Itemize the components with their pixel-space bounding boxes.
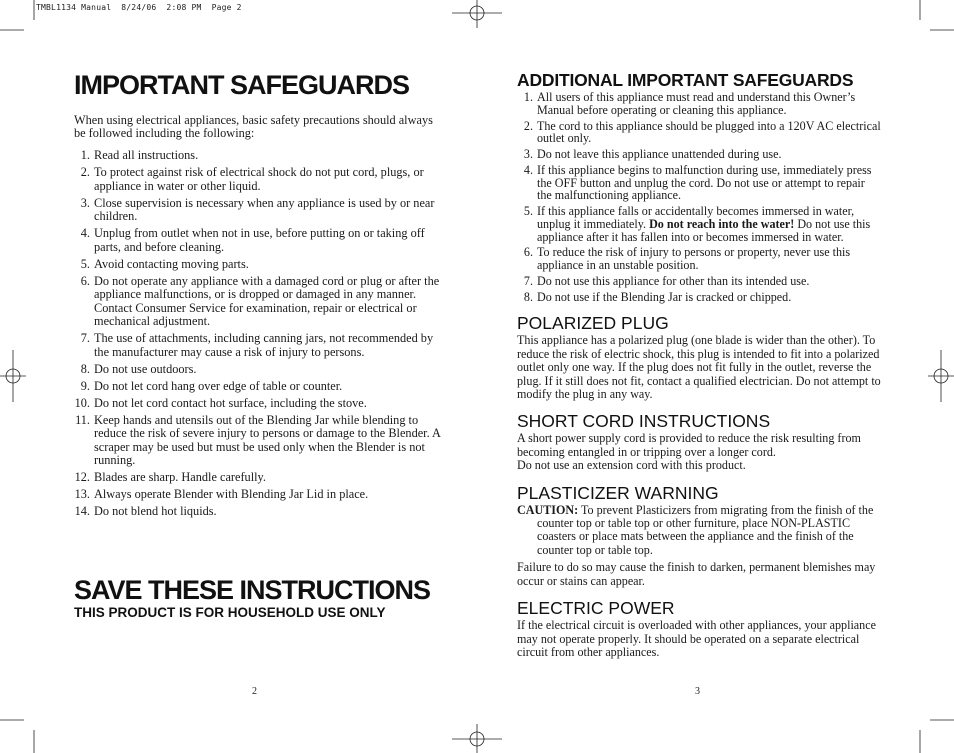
item-text: Close supervision is necessary when any appliance is used by or near children. — [94, 195, 435, 223]
additional-safeguards-list — [517, 91, 881, 303]
list-item — [517, 246, 881, 272]
item-text: Keep hands and utensils out of the Blending Jar while blending to reduce the risk of severe injury to persons or damage to the Blender. A scraper may be used but must be used only when the Blender is not running. — [94, 412, 441, 467]
page-number-right: 3 — [695, 686, 700, 697]
item-text: All users of this appliance must read and understand this Owner’s Manual before operating or cleaning this appliance. — [537, 90, 856, 117]
list-item — [517, 291, 881, 304]
item-text: Unplug from outlet when not in use, before putting on or taking off parts, and before cleaning. — [94, 226, 425, 254]
polarized-plug-text: This appliance has a polarized plug (one blade is wider than the other). To reduce the risk of electric shock, this plug is intended to fit into a polarized outlet only one way. If the plug does not fit fully in the outlet, reverse the plug. If it still does not fit, contact a qualified electrician. Do not attempt to modify the plug in any way. — [517, 333, 881, 402]
item-number: 4. — [523, 162, 533, 177]
plasticizer-heading: PLASTICIZER WARNING — [517, 482, 719, 503]
registration-target-left — [0, 350, 26, 402]
extension-cord-text: Do not use an extension cord with this product. — [517, 458, 746, 473]
item-number: 5. — [523, 204, 533, 218]
right-page — [517, 70, 881, 659]
additional-safeguards-title: ADDITIONAL IMPORTANT SAFEGUARDS — [517, 70, 854, 90]
item-text: Do not use outdoors. — [94, 361, 197, 376]
item-text: Do not use this appliance for other than its intended use. — [537, 273, 810, 288]
list-item — [74, 197, 444, 224]
list-item — [517, 275, 881, 288]
left-page — [74, 70, 444, 522]
electric-power-text: If the electrical circuit is overloaded with other appliances, your appliance may not operate properly. It should be operated on a separate electrical circuit from other appliances. — [517, 618, 876, 659]
item-number: 5. — [80, 256, 90, 271]
item-number: 6. — [80, 273, 90, 288]
item-warning: Do not reach into the water! — [649, 216, 795, 231]
list-item — [74, 149, 444, 163]
caution-label: CAUTION: — [517, 502, 579, 517]
safeguards-list — [74, 149, 444, 519]
registration-target-bottom — [452, 724, 502, 753]
household-use-note: THIS PRODUCT IS FOR HOUSEHOLD USE ONLY — [74, 605, 386, 620]
list-item — [74, 363, 444, 377]
list-item — [517, 148, 881, 161]
save-instructions-block — [74, 575, 430, 621]
item-number: 14. — [74, 504, 90, 518]
caution-text: To prevent Plasticizers from migrating from the finish of the counter top or table top or other furniture, place NON-PLASTIC coasters or place mats between the appliance and the finish of the counter top or table top. — [537, 502, 874, 557]
list-item — [74, 227, 444, 254]
list-item — [74, 505, 444, 519]
item-number: 4. — [80, 226, 90, 240]
list-item — [74, 332, 444, 359]
item-text: The cord to this appliance should be plugged into a 120V AC electrical outlet only. — [537, 118, 881, 146]
registration-target-right — [928, 350, 954, 402]
list-item — [74, 166, 444, 193]
list-item — [74, 258, 444, 272]
item-number: 2. — [523, 118, 533, 133]
intro-paragraph: When using electrical appliances, basic safety precautions should always be followed including the following: — [74, 113, 433, 140]
item-number: 9. — [80, 378, 90, 393]
list-item — [517, 91, 881, 117]
list-item — [517, 205, 881, 244]
item-text: Do not leave this appliance unattended during use. — [537, 147, 782, 161]
electric-power-heading: ELECTRIC POWER — [517, 598, 675, 619]
list-item — [74, 380, 444, 394]
list-item — [517, 120, 881, 146]
list-item — [74, 414, 444, 468]
list-item — [517, 164, 881, 203]
print-slug: TMBL1134 Manual 8/24/06 2:08 PM Page 2 — [36, 3, 242, 12]
plasticizer-caution — [517, 504, 881, 558]
page-title: IMPORTANT SAFEGUARDS — [74, 70, 409, 100]
item-text: If this appliance falls or accidentally becomes immersed in water, unplug it immediately. — [537, 204, 855, 231]
item-text: Read all instructions. — [94, 148, 199, 162]
item-text: To protect against risk of electrical shock do not put cord, plugs, or appliance in water or other liquid. — [94, 165, 424, 193]
item-number: 1. — [80, 148, 90, 162]
save-instructions-title: SAVE THESE INSTRUCTIONS — [74, 575, 431, 605]
item-text: Always operate Blender with Blending Jar Lid in place. — [94, 487, 369, 501]
list-item — [74, 275, 444, 329]
item-number: 10. — [74, 395, 90, 410]
item-text: Do not use this appliance after it has fallen into or becomes immersed in water. — [537, 216, 871, 244]
item-text: Do not operate any appliance with a damaged cord or plug or after the appliance malfunctions, or is dropped or damaged in any manner. Contact Consumer Service for examination, repair or electrical or mechanical adjustment. — [94, 273, 440, 328]
item-number: 2. — [80, 165, 90, 179]
item-text: To reduce the risk of injury to persons or property, never use this appliance in an unstable position. — [537, 245, 851, 273]
item-number: 1. — [523, 90, 533, 104]
list-item — [74, 397, 444, 411]
item-number: 12. — [74, 470, 90, 484]
polarized-plug-heading: POLARIZED PLUG — [517, 313, 669, 334]
short-cord-heading: SHORT CORD INSTRUCTIONS — [517, 411, 771, 432]
plasticizer-text: Failure to do so may cause the finish to darken, permanent blemishes may occur or stains can appear. — [517, 560, 876, 588]
item-number: 6. — [523, 245, 533, 260]
item-text: Do not let cord contact hot surface, including the stove. — [94, 395, 367, 410]
item-number: 3. — [80, 195, 90, 210]
item-text: Blades are sharp. Handle carefully. — [94, 470, 266, 484]
item-text: If this appliance begins to malfunction during use, immediately press the OFF button and unplug the cord. Do not use or attempt to repair the malfunctioning appliance. — [537, 162, 872, 203]
item-text: Do not use if the Blending Jar is cracked or chipped. — [537, 289, 792, 304]
item-number: 8. — [523, 289, 533, 304]
list-item — [74, 488, 444, 502]
item-number: 8. — [80, 361, 90, 376]
short-cord-text: A short power supply cord is provided to reduce the risk resulting from becoming entangled in or tripping over a longer cord. — [517, 431, 861, 459]
list-item — [74, 471, 444, 485]
item-number: 11. — [75, 412, 90, 427]
item-number: 3. — [523, 147, 533, 161]
registration-target-top — [452, 0, 502, 28]
item-number: 7. — [523, 273, 533, 288]
item-text: The use of attachments, including canning jars, not recommended by the manufacturer may cause a risk of injury to persons. — [94, 331, 434, 359]
item-number: 13. — [74, 487, 90, 501]
item-text: Do not let cord hang over edge of table or counter. — [94, 378, 343, 393]
item-number: 7. — [80, 331, 90, 345]
page-number-left: 2 — [252, 686, 257, 697]
item-text: Avoid contacting moving parts. — [94, 256, 249, 271]
item-text: Do not blend hot liquids. — [94, 504, 217, 518]
